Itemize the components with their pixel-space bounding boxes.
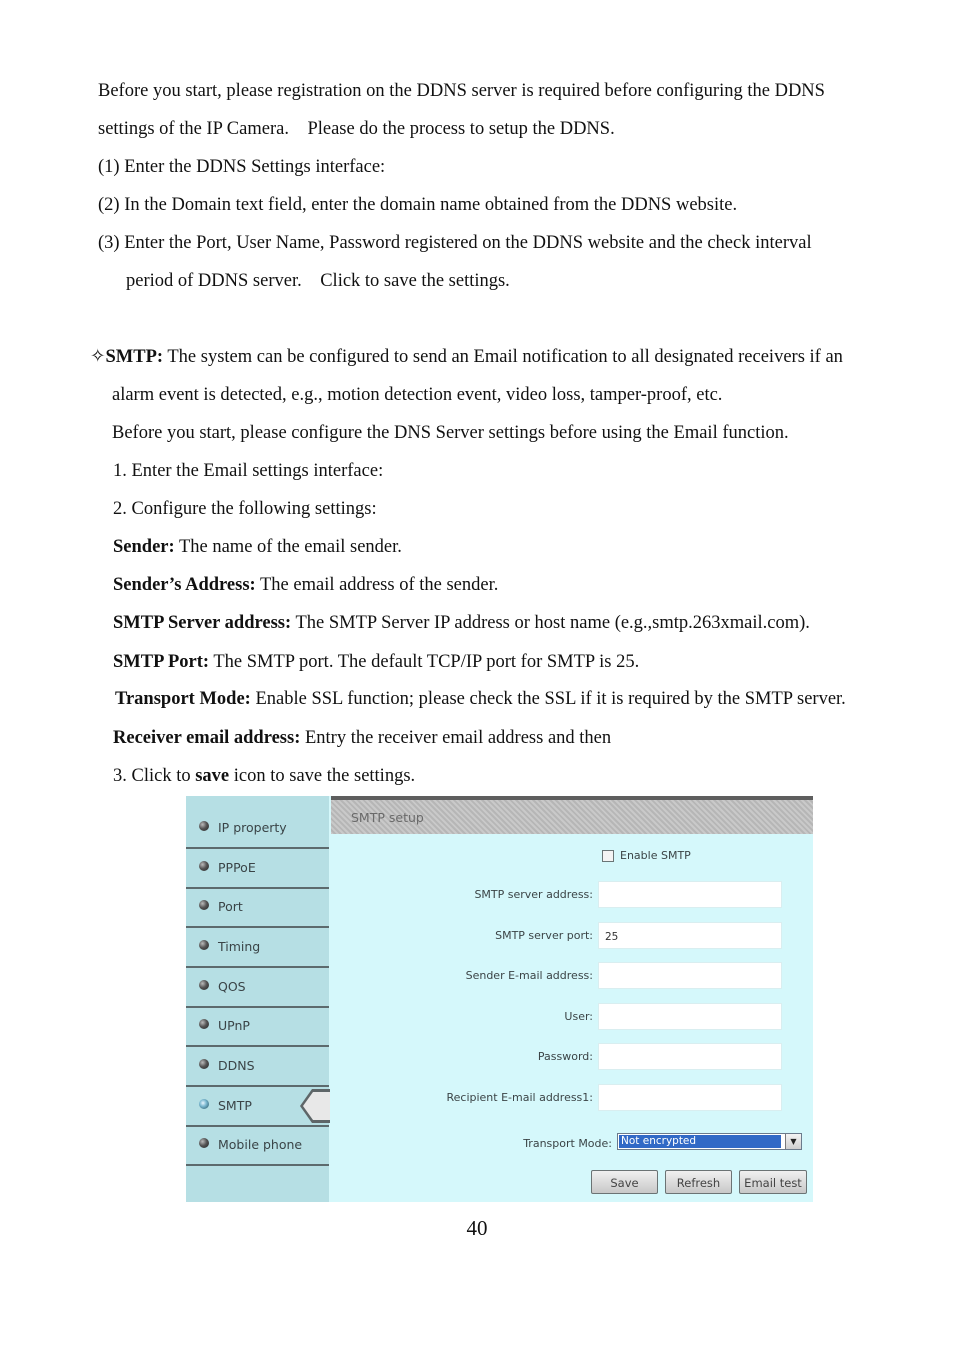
sidebar-item-label: Timing	[218, 939, 261, 954]
enable-smtp-checkbox[interactable]	[602, 850, 614, 862]
definition-desc: The name of the email sender.	[174, 537, 402, 557]
transport-mode-select[interactable]	[617, 1133, 802, 1150]
smtp-server-address-label: SMTP server address:	[474, 888, 593, 901]
sidebar-item-label: SMTP	[218, 1098, 252, 1113]
chevron-down-icon[interactable]: ▼	[785, 1134, 801, 1149]
definition-term: Sender’s Address:	[113, 575, 256, 595]
smtp-step-line	[113, 765, 415, 787]
definition-line	[113, 612, 810, 634]
definition-line	[113, 574, 498, 596]
password-input[interactable]	[598, 1043, 782, 1070]
definition-desc: Enable SSL function; please check the SSL if it is required by the SMTP server.	[250, 689, 846, 709]
sidebar-item-ddns[interactable]	[186, 1047, 329, 1087]
enable-smtp-label: Enable SMTP	[620, 849, 691, 862]
bullet-icon	[199, 980, 209, 990]
smtp-desc-line: alarm event is detected, e.g., motion detection event, video loss, tamper-proof, etc.	[112, 385, 723, 405]
definition-term: Sender:	[113, 537, 175, 557]
active-pointer-icon	[298, 1089, 330, 1123]
bullet-icon	[199, 900, 209, 910]
smtp-server-port-input[interactable]: 25	[598, 922, 782, 949]
definition-line	[113, 651, 639, 673]
refresh-button[interactable]: Refresh	[665, 1170, 732, 1194]
sidebar-item-label: QOS	[218, 979, 246, 994]
sender-email-label: Sender E-mail address:	[465, 969, 593, 982]
smtp-heading-line	[90, 346, 843, 368]
step-line: period of DDNS server. Click to save the settings.	[126, 271, 510, 291]
sender-email-input[interactable]	[598, 962, 782, 989]
bullet-icon	[199, 821, 209, 831]
step3-post: icon to save the settings.	[229, 766, 416, 786]
smtp-step-line: 1. Enter the Email settings interface:	[113, 461, 384, 481]
definition-term: Receiver email address:	[113, 728, 301, 748]
sidebar-item-pppoe[interactable]	[186, 849, 329, 889]
step3-pre: 3. Click to	[113, 766, 196, 786]
bullet-icon	[199, 861, 209, 871]
step-line: (3) Enter the Port, User Name, Password registered on the DDNS website and the check interval	[98, 233, 812, 253]
panel-header	[331, 796, 813, 834]
recipient-email-label: Recipient E-mail address1:	[446, 1091, 593, 1104]
sidebar-item-port[interactable]	[186, 888, 329, 928]
bullet-icon	[199, 940, 209, 950]
definition-term: SMTP Port:	[113, 652, 210, 672]
panel-title: SMTP setup	[351, 810, 424, 825]
bullet-icon	[199, 1019, 209, 1029]
definition-desc: The email address of the sender.	[255, 575, 499, 595]
smtp-step-line: 2. Configure the following settings:	[113, 499, 377, 519]
smtp-desc: The system can be configured to send an Email notification to all designated receivers if an	[163, 347, 843, 367]
recipient-email-input[interactable]	[598, 1084, 782, 1111]
smtp-server-port-label: SMTP server port:	[495, 929, 593, 942]
definition-line	[113, 727, 611, 749]
sidebar-item-label: DDNS	[218, 1058, 255, 1073]
smtp-setup-screenshot	[186, 796, 813, 1202]
smtp-server-address-input[interactable]	[598, 881, 782, 908]
definition-term: Transport Mode:	[115, 689, 251, 709]
sidebar-item-label: UPnP	[218, 1018, 250, 1033]
definition-desc: The SMTP Server IP address or host name (e.g.,smtp.263xmail.com).	[291, 613, 810, 633]
step3-bold: save	[195, 766, 230, 786]
smtp-before-line: Before you start, please configure the DNS Server settings before using the Email function.	[112, 423, 789, 443]
sidebar-item-ip-property[interactable]	[186, 809, 329, 849]
para-line: Before you start, please registration on the DDNS server is required before configuring the DDNS	[98, 81, 825, 101]
user-input[interactable]	[598, 1003, 782, 1030]
sidebar-item-timing[interactable]	[186, 928, 329, 968]
sidebar-item-qos[interactable]	[186, 968, 329, 1008]
bullet-icon	[199, 1138, 209, 1148]
definition-desc: The SMTP port. The default TCP/IP port for SMTP is 25.	[209, 652, 640, 672]
sidebar-item-label: IP property	[218, 820, 287, 835]
definition-line	[113, 536, 402, 558]
sidebar-item-label: Port	[218, 899, 243, 914]
sidebar-item-mobile-phone[interactable]	[186, 1126, 329, 1166]
para-line: settings of the IP Camera. Please do the process to setup the DDNS.	[98, 119, 615, 139]
sidebar-item-upnp[interactable]	[186, 1007, 329, 1047]
page-number: 40	[466, 1216, 488, 1240]
save-button[interactable]: Save	[591, 1170, 658, 1194]
bullet-icon	[199, 1099, 209, 1109]
step-line: (2) In the Domain text field, enter the domain name obtained from the DDNS website.	[98, 195, 738, 215]
step-line: (1) Enter the DDNS Settings interface:	[98, 157, 386, 177]
email-test-button[interactable]: Email test	[739, 1170, 807, 1194]
sidebar-item-label: Mobile phone	[218, 1137, 303, 1152]
definition-term: SMTP Server address:	[113, 613, 292, 633]
bullet-icon	[199, 1059, 209, 1069]
password-label: Password:	[537, 1050, 593, 1063]
definition-desc: Entry the receiver email address and then	[300, 728, 612, 748]
transport-mode-label: Transport Mode:	[523, 1137, 612, 1150]
user-label: User:	[564, 1010, 593, 1023]
sidebar-item-label: PPPoE	[218, 860, 256, 875]
definition-line	[115, 688, 846, 710]
settings-sidebar	[186, 796, 329, 1202]
smtp-title: SMTP:	[105, 347, 164, 367]
diamond-bullet-icon: ✧	[90, 347, 106, 367]
transport-mode-value: Not encrypted	[619, 1135, 781, 1148]
